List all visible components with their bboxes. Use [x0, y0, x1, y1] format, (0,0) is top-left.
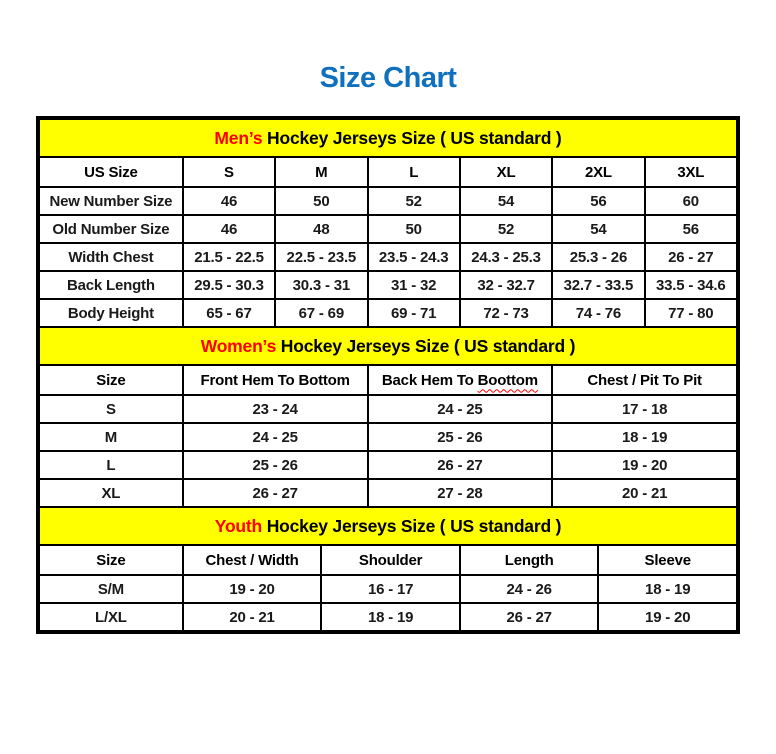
row-label: Body Height — [39, 299, 183, 327]
size-chart-container — [36, 116, 740, 634]
column-header: Chest / Width — [183, 545, 322, 575]
row-label: M — [39, 423, 183, 451]
row-label: New Number Size — [39, 187, 183, 215]
table-cell: 31 - 32 — [368, 271, 460, 299]
table-cell: 69 - 71 — [368, 299, 460, 327]
table-cell: 26 - 27 — [645, 243, 737, 271]
section-table-womens — [38, 326, 738, 508]
table-cell: 52 — [368, 187, 460, 215]
row-label: S/M — [39, 575, 183, 603]
column-header: US Size — [39, 157, 183, 187]
table-cell: 21.5 - 22.5 — [183, 243, 275, 271]
section-band-title: Women’s Hockey Jerseys Size ( US standard ) — [39, 327, 737, 365]
section-band-mens — [39, 119, 737, 157]
column-header: S — [183, 157, 275, 187]
table-row — [39, 299, 737, 327]
band-highlight: Men’s — [214, 127, 263, 148]
table-cell: 24 - 26 — [460, 575, 599, 603]
table-cell: 26 - 27 — [183, 479, 368, 507]
row-label: Back Length — [39, 271, 183, 299]
table-cell: 18 - 19 — [552, 423, 737, 451]
table-cell: 52 — [460, 215, 552, 243]
row-label: L — [39, 451, 183, 479]
column-header: Size — [39, 365, 183, 395]
table-cell: 20 - 21 — [183, 603, 322, 631]
table-cell: 32.7 - 33.5 — [552, 271, 644, 299]
table-cell: 56 — [645, 215, 737, 243]
table-cell: 74 - 76 — [552, 299, 644, 327]
table-cell: 18 - 19 — [598, 575, 737, 603]
table-cell: 23.5 - 24.3 — [368, 243, 460, 271]
table-cell: 16 - 17 — [321, 575, 460, 603]
table-cell: 26 - 27 — [368, 451, 553, 479]
table-cell: 18 - 19 — [321, 603, 460, 631]
table-cell: 54 — [460, 187, 552, 215]
table-cell: 19 - 20 — [598, 603, 737, 631]
column-header: Sleeve — [598, 545, 737, 575]
column-header: 2XL — [552, 157, 644, 187]
table-cell: 60 — [645, 187, 737, 215]
column-header: 3XL — [645, 157, 737, 187]
header-row — [39, 157, 737, 187]
table-cell: 72 - 73 — [460, 299, 552, 327]
column-header: Back Hem To Boottom — [368, 365, 553, 395]
table-cell: 23 - 24 — [183, 395, 368, 423]
table-cell: 46 — [183, 215, 275, 243]
section-table-mens — [38, 118, 738, 328]
table-cell: 50 — [275, 187, 367, 215]
table-cell: 24.3 - 25.3 — [460, 243, 552, 271]
column-header: Front Hem To Bottom — [183, 365, 368, 395]
section-band-womens — [39, 327, 737, 365]
table-row — [39, 187, 737, 215]
table-cell: 50 — [368, 215, 460, 243]
table-cell: 77 - 80 — [645, 299, 737, 327]
table-row — [39, 395, 737, 423]
row-label: Old Number Size — [39, 215, 183, 243]
table-cell: 24 - 25 — [183, 423, 368, 451]
column-header: XL — [460, 157, 552, 187]
table-cell: 33.5 - 34.6 — [645, 271, 737, 299]
table-cell: 56 — [552, 187, 644, 215]
table-cell: 30.3 - 31 — [275, 271, 367, 299]
row-label: XL — [39, 479, 183, 507]
header-row — [39, 365, 737, 395]
column-header: Size — [39, 545, 183, 575]
header-row — [39, 545, 737, 575]
table-cell: 22.5 - 23.5 — [275, 243, 367, 271]
table-cell: 17 - 18 — [552, 395, 737, 423]
table-cell: 65 - 67 — [183, 299, 275, 327]
table-row — [39, 243, 737, 271]
section-band-youth — [39, 507, 737, 545]
size-chart-page — [0, 62, 776, 634]
table-row — [39, 451, 737, 479]
table-cell: 67 - 69 — [275, 299, 367, 327]
table-cell: 19 - 20 — [183, 575, 322, 603]
table-cell: 48 — [275, 215, 367, 243]
table-cell: 25 - 26 — [368, 423, 553, 451]
column-header: M — [275, 157, 367, 187]
table-row — [39, 575, 737, 603]
table-cell: 54 — [552, 215, 644, 243]
row-label: L/XL — [39, 603, 183, 631]
table-row — [39, 215, 737, 243]
table-cell: 25.3 - 26 — [552, 243, 644, 271]
row-label: Width Chest — [39, 243, 183, 271]
table-cell: 20 - 21 — [552, 479, 737, 507]
table-cell: 24 - 25 — [368, 395, 553, 423]
section-band-title: Men’s Hockey Jerseys Size ( US standard ) — [39, 119, 737, 157]
misspelled-word: Boottom — [477, 371, 538, 389]
band-highlight: Youth — [214, 515, 263, 536]
table-cell: 27 - 28 — [368, 479, 553, 507]
table-cell: 19 - 20 — [552, 451, 737, 479]
table-cell: 25 - 26 — [183, 451, 368, 479]
column-header: Chest / Pit To Pit — [552, 365, 737, 395]
row-label: S — [39, 395, 183, 423]
column-header: Length — [460, 545, 599, 575]
table-cell: 26 - 27 — [460, 603, 599, 631]
column-header: Shoulder — [321, 545, 460, 575]
table-row — [39, 479, 737, 507]
table-row — [39, 603, 737, 631]
band-highlight: Women’s — [200, 335, 277, 356]
table-cell: 29.5 - 30.3 — [183, 271, 275, 299]
page-title: Size Chart — [319, 62, 457, 94]
table-cell: 46 — [183, 187, 275, 215]
section-table-youth — [38, 506, 738, 632]
table-cell: 32 - 32.7 — [460, 271, 552, 299]
table-row — [39, 423, 737, 451]
table-row — [39, 271, 737, 299]
section-band-title: Youth Hockey Jerseys Size ( US standard ) — [39, 507, 737, 545]
column-header: L — [368, 157, 460, 187]
